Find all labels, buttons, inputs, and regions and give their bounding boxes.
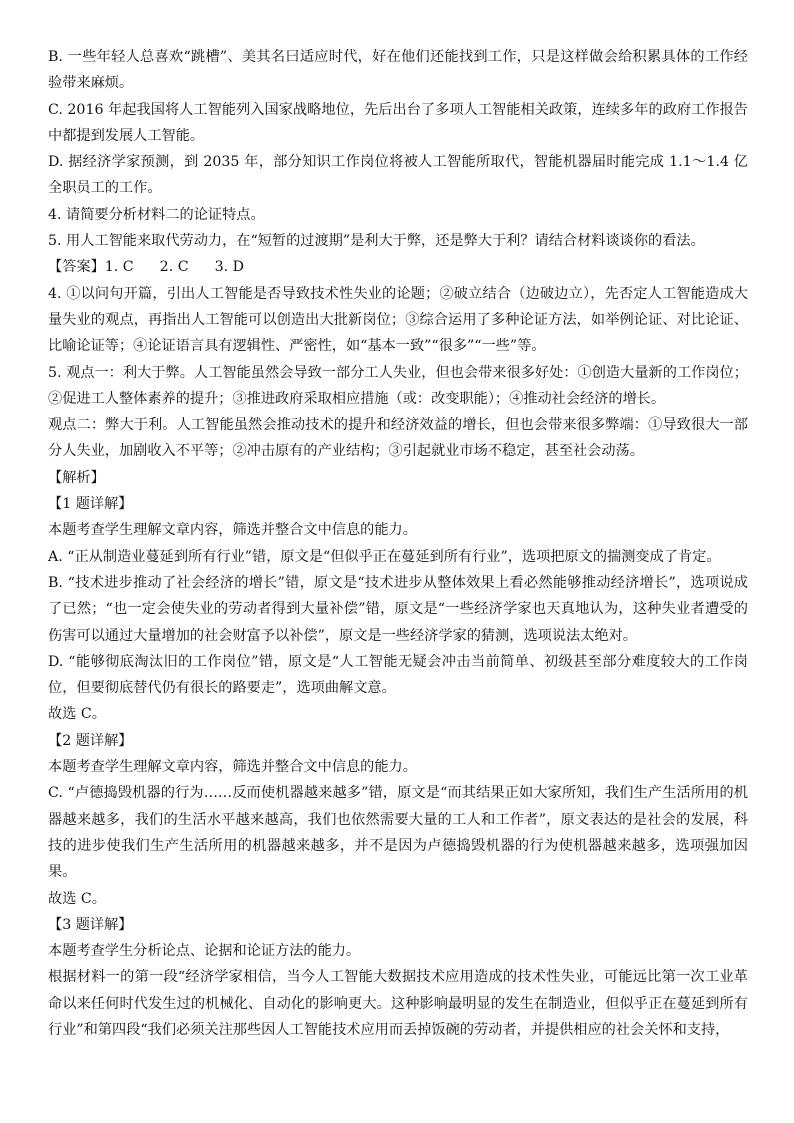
q3-intro: 本题考查学生分析论点、论据和论证方法的能力。 <box>48 943 361 960</box>
option-d: D. 据经济学家预测，到 2035 年，部分知识工作岗位将被人工智能所取代，智能机器届时能完成 1.1～1.4 亿全职员工的工作。 <box>48 154 748 197</box>
question-5: 5. 用人工智能来取代劳动力，在“短暂的过渡期”是利大于弊，还是弊大于利？请结合材料谈谈你的看法。 <box>48 233 705 250</box>
q3-heading: 【3 题详解】 <box>48 916 133 933</box>
q1-option-b: B. “技术进步推动了社会经济的增长”错，原文是“技术进步从整体效果上看必然能够推动经济增长”，选项说成了已然；“也一定会使失业的劳动者得到大量补偿”错，原文是“一些经济学家也天真地认为，这种失业者遭受的伤害可以通过大量增加的社会财富予以补偿”，原文是一些经济学家的猜测，选项说法太绝对。 <box>48 574 748 644</box>
answer-5-view-1: 5. 观点一：利大于弊。人工智能虽然会导致一部分工人失业，但也会带来很多好处：①创造大量新的工作岗位；②促进工人整体素养的提升；③推进政府采取相应措施（或：改变职能）；④推动社会经济的增长。 <box>48 364 748 407</box>
q1-intro: 本题考查学生理解文章内容，筛选并整合文中信息的能力。 <box>48 522 417 539</box>
answer-3: 3. D <box>214 259 244 276</box>
answer-2: 2. C <box>159 259 189 276</box>
document-body <box>48 44 748 1043</box>
q2-intro: 本题考查学生理解文章内容，筛选并整合文中信息的能力。 <box>48 759 417 776</box>
q1-option-d: D. “能够彻底淘汰旧的工作岗位”错，原文是“人工智能无疑会冲击当前简单、初级甚至部分难度较大的工作岗位，但要彻底替代仍有很长的路要走”，选项曲解文意。 <box>48 653 748 697</box>
q1-heading: 【1 题详解】 <box>48 496 133 513</box>
answer-label: 【答案】 <box>48 259 105 276</box>
q3-body: 根据材料一的第一段“经济学家相信，当今人工智能大数据技术应用造成的技术性失业，可能远比第一次工业革命以来任何时代发生过的机械化、自动化的影响更大。这种影响最明显的发生在制造业，但似乎正在蔓延到所有行业”和第四段“我们必须关注那些因人工智能技术应用而丢掉饭碗的劳动者，并提供相应的社会关怀和支持， <box>48 969 748 1038</box>
question-4: 4. 请简要分析材料二的论证特点。 <box>48 206 265 223</box>
q2-heading: 【2 题详解】 <box>48 732 133 749</box>
answer-1: 1. C <box>104 259 134 276</box>
analysis-label: 【解析】 <box>48 469 105 486</box>
q1-option-a: A. “正从制造业蔓延到所有行业”错，原文是“但似乎正在蔓延到所有行业”，选项把原文的揣测变成了肯定。 <box>48 548 721 565</box>
option-b: B. 一些年轻人总喜欢“跳槽”、美其名曰适应时代，好在他们还能找到工作，只是这样做会给积累具体的工作经验带来麻烦。 <box>48 49 748 92</box>
answer-4: 4. ①以问句开篇，引出人工智能是否导致技术性失业的论题；②破立结合（边破边立），先否定人工智能造成大量失业的观点，再指出人工智能可以创造出大批新岗位；③综合运用了多种论证方法，如举例论证、对比论证、比喻论证等；④论证语言具有逻辑性、严密性，如“基本一致”“很多”“一些”等。 <box>48 285 748 355</box>
answer-5-view-2: 观点二：弊大于利。人工智能虽然会推动技术的提升和经济效益的增长，但也会带来很多弊端：①导致很大一部分人失业，加剧收入不平等；②冲击原有的产业结构；③引起就业市场不稳定，甚至社会动荡。 <box>48 417 748 460</box>
option-c: C. 2016 年起我国将人工智能列入国家战略地位，先后出台了多项人工智能相关政策，连续多年的政府工作报告中都提到发展人工智能。 <box>48 101 748 144</box>
q2-choice: 故选 C。 <box>48 890 106 907</box>
answer-line <box>48 254 748 280</box>
q1-choice: 故选 C。 <box>48 706 106 723</box>
q2-option-c: C. “卢德捣毁机器的行为……反而使机器越来越多”错，原文是“而其结果正如大家所知，我们生产生活所用的机器越来越多，我们的生活水平越来越高，我们也依然需要大量的工人和工作者”，原文表达的是社会的发展，科技的进步使我们生产生活所用的机器越来越多，并不是因为卢德捣毁机器的行为使机器越来越多，选项强加因果。 <box>48 785 748 881</box>
